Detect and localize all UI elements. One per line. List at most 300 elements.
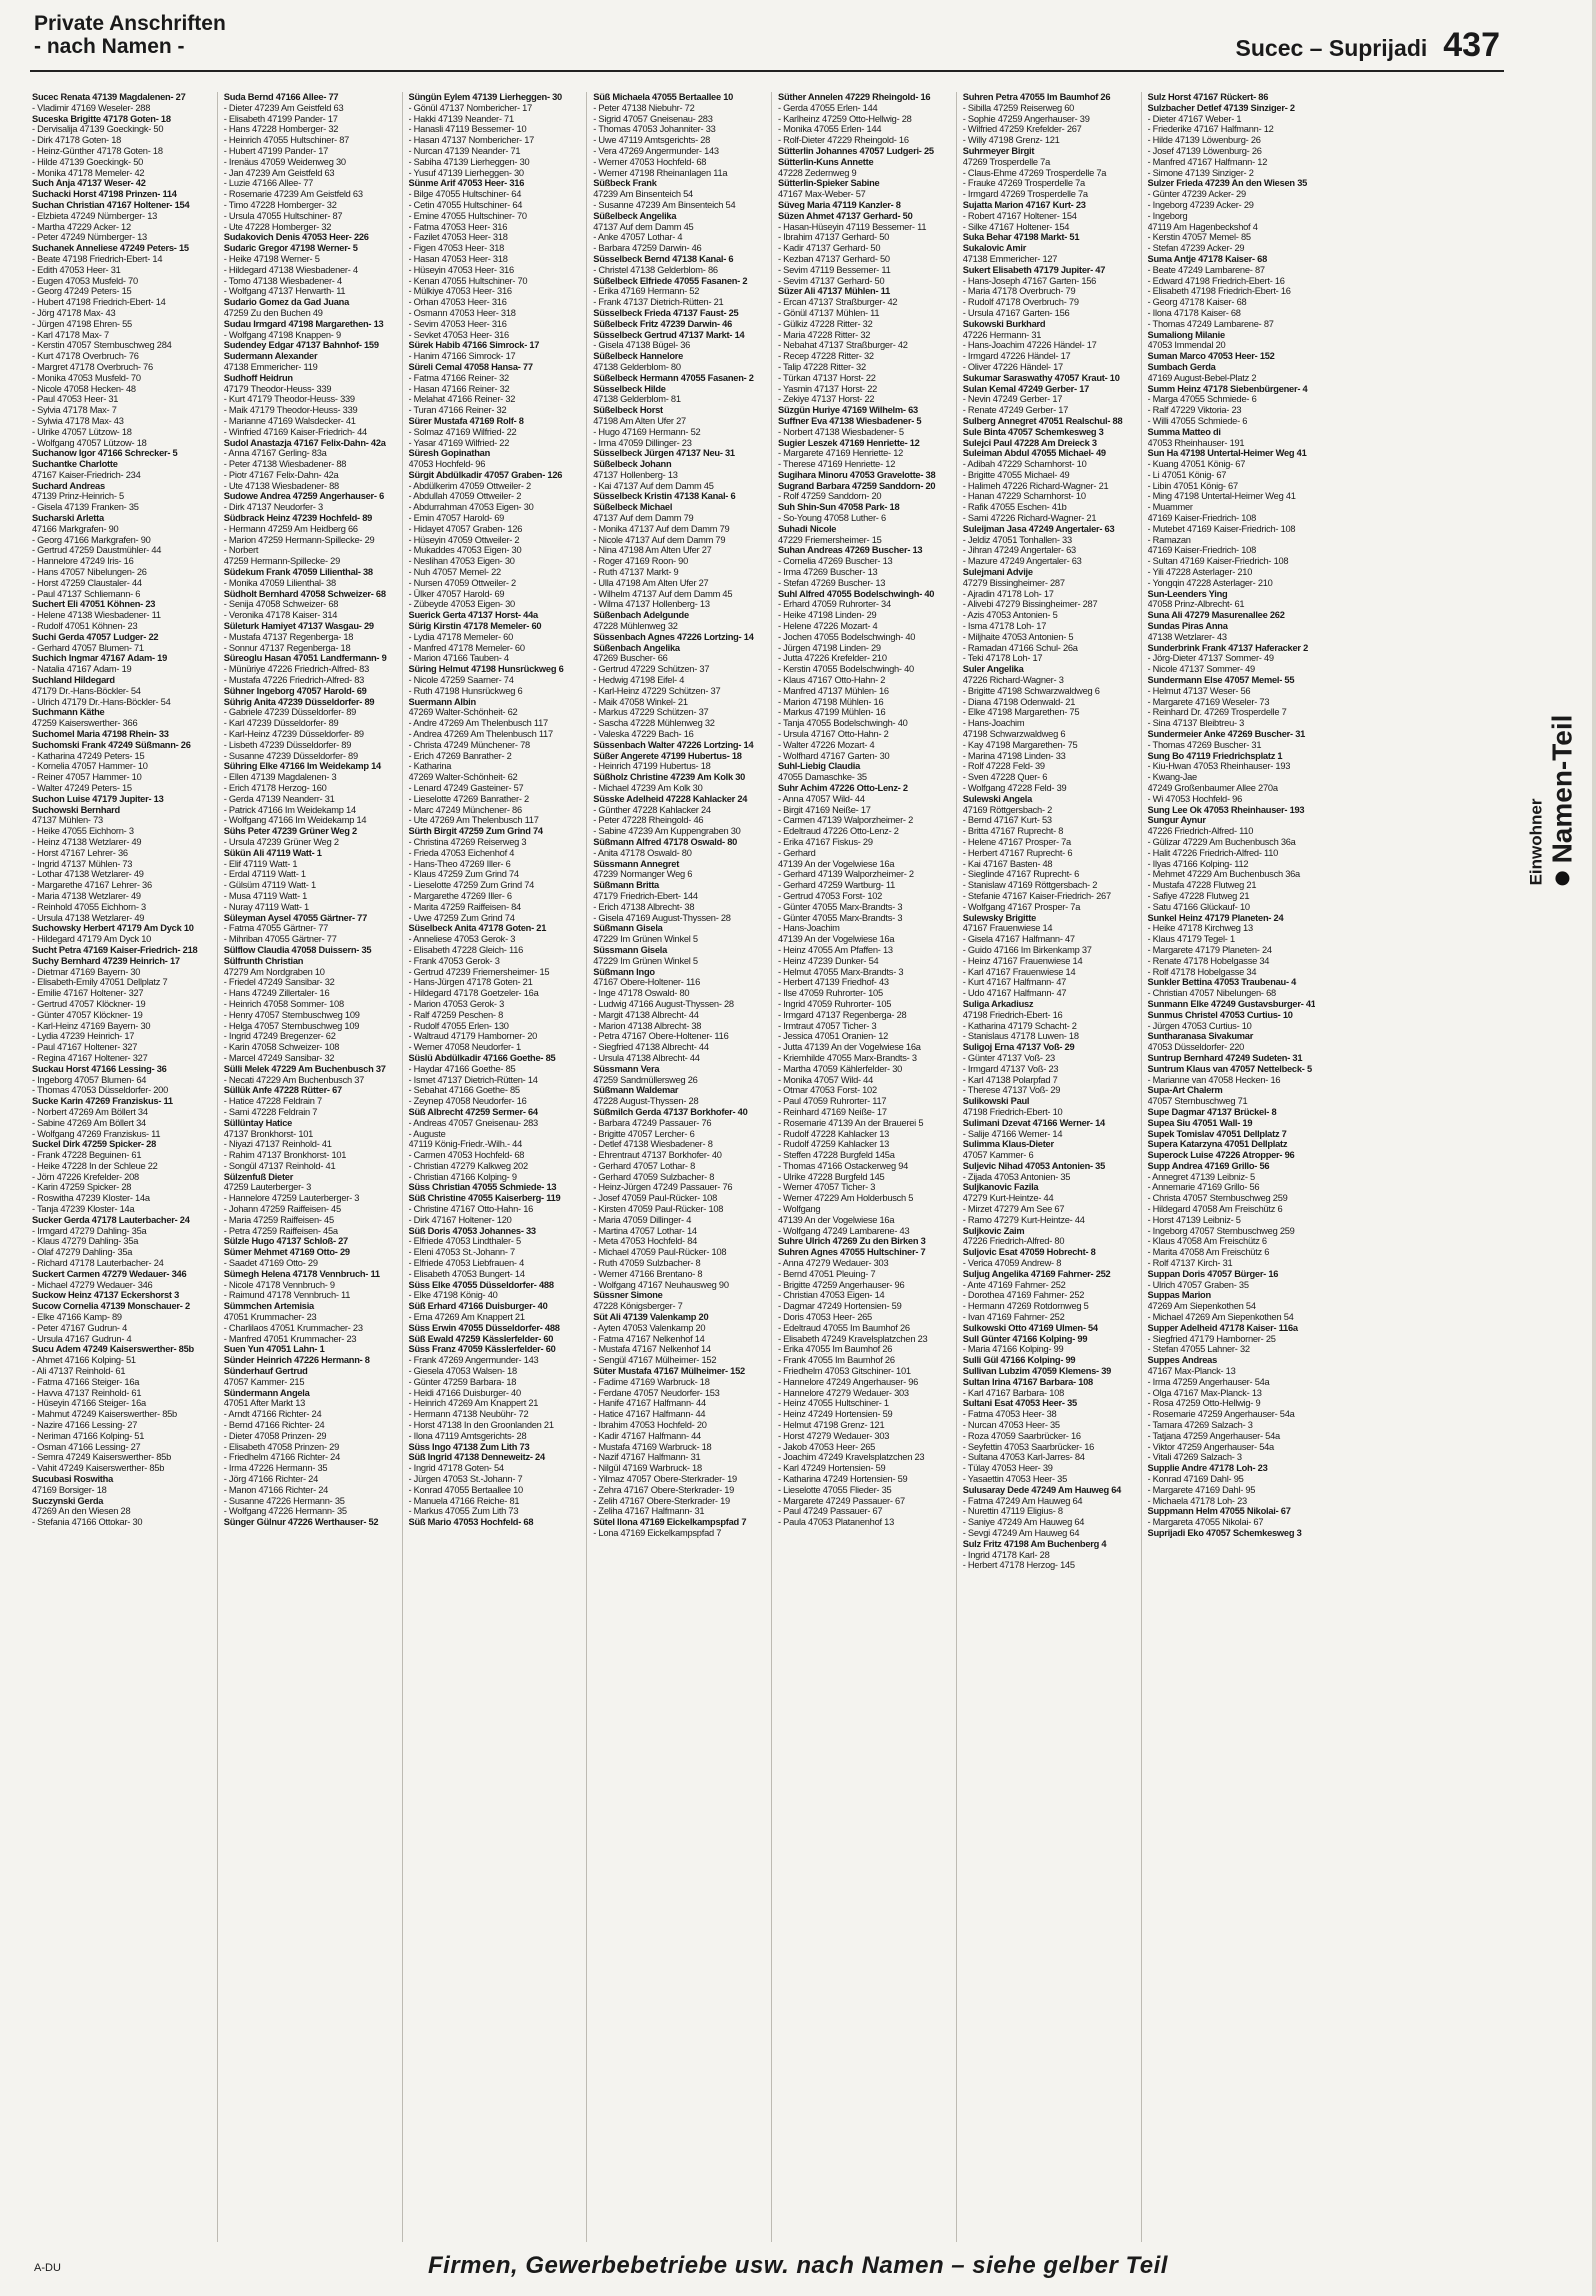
- listing-entry: - Paul 47249 Passauer- 67: [778, 1506, 883, 1517]
- listing-entry: - Walter 47249 Peters- 15: [32, 783, 132, 793]
- listing-entry: - Gertrud 47239 Friemersheimer- 15: [408, 966, 550, 977]
- listing-entry: - Hugo 47169 Hermann- 52: [593, 426, 701, 437]
- listing-entry: Sündermann Angela: [223, 1387, 310, 1398]
- listing-entry: 47137 Bronkhorst- 101: [223, 1128, 314, 1139]
- listing-entry: Süsselbeck Bernd 47138 Kanal- 6: [593, 253, 734, 264]
- listing-entry: - Auguste: [408, 1128, 446, 1139]
- listing-entry: - Ulrich 47057 Graben- 35: [1147, 1279, 1249, 1290]
- listing-entry: Sudau Irmgard 47198 Margarethen- 13: [223, 318, 384, 329]
- listing-entry: - Guido 47166 Im Birkenkamp 37: [962, 944, 1092, 955]
- listing-entry: Süllüntay Hatice: [223, 1117, 293, 1128]
- listing-entry: - Semra 47249 Kaiserswerther- 85b: [32, 1452, 172, 1463]
- listing-entry: Suhren Agnes 47055 Hultschiner- 7: [778, 1247, 926, 1258]
- listing-entry: - Songül 47137 Reinhold- 41: [223, 1160, 336, 1171]
- listing-entry: Supea Siu 47051 Wall- 19: [1147, 1117, 1253, 1128]
- listing-entry: Süssmann Annegret: [593, 858, 680, 869]
- listing-entry: - Heike 47198 Werner- 5: [223, 253, 320, 264]
- listing-entry: - Gerda 47139 Neanderr- 31: [223, 793, 335, 804]
- listing-entry: - Teki 47178 Loh- 17: [962, 653, 1043, 664]
- listing-entry: Süzer Ali 47137 Mühlen- 11: [778, 286, 890, 297]
- listing-entry: - Ali 47137 Reinhold- 61: [32, 1366, 126, 1377]
- listing-entry: 47228 Mühlenweg 32: [593, 621, 678, 632]
- listing-entry: - Mustafa 47226 Friedrich-Alfred- 83: [223, 675, 365, 686]
- listing-entry: Sull Günter 47166 Kolping- 99: [962, 1333, 1088, 1344]
- listing-entry: - Susanne 47239 Düsseldorfer- 89: [223, 750, 358, 761]
- listing-entry: Sürth Birgit 47259 Zum Grind 74: [408, 826, 543, 837]
- listing-entry: Suppes Andreas: [1147, 1355, 1218, 1366]
- listing-entry: - Irmgard 47226 Händel- 17: [962, 351, 1071, 362]
- listing-entry: - Paul 47059 Ruhrorter- 117: [778, 1096, 887, 1107]
- listing-entry: - Maria 47259 Raiffeisen- 45: [223, 1214, 334, 1225]
- listing-entry: Süssenbach Agnes 47226 Lortzing- 14: [593, 631, 754, 642]
- listing-entry: - Jan 47239 Am Geistfeld 63: [223, 167, 335, 178]
- listing-entry: - Steffen 47228 Burgfeld 145a: [778, 1150, 895, 1161]
- listing-entry: - Elisabeth 47198 Friedrich-Ebert- 16: [1147, 286, 1291, 297]
- listing-entry: - Lieselotte 47055 Flieder- 35: [778, 1484, 892, 1495]
- section-tab: [1522, 640, 1582, 960]
- listing-entry: - Sven 47228 Quer- 6: [962, 772, 1048, 783]
- listing-entry: - Kerstin 47057 Memel- 85: [1147, 232, 1251, 243]
- listing-entry: - Anke 47057 Lothar- 4: [593, 232, 683, 243]
- listing-entry: Suchanow Igor 47166 Schrecker- 5: [32, 448, 178, 459]
- listing-entry: - Fadime 47169 Warbruck- 18: [593, 1376, 710, 1387]
- listing-entry: - Anita 47178 Oswald- 80: [593, 847, 692, 858]
- listing-entry: - Paul 47137 Schliemann- 6: [32, 588, 141, 599]
- listing-entry: - Britta 47167 Ruprecht- 8: [962, 826, 1064, 837]
- listing-entry: - Paula 47053 Platanenhof 13: [778, 1517, 895, 1528]
- listing-entry: Suleijman Jasa 47249 Angertaler- 63: [962, 523, 1115, 534]
- listing-entry: Süßelbeck Michael: [593, 502, 673, 513]
- listing-entry: - Kadir 47137 Gerhard- 50: [778, 243, 881, 254]
- listing-column: [956, 92, 1131, 2242]
- listing-entry: 47269 Trosperdelle 7a: [962, 156, 1051, 167]
- listing-entry: Sühring Elke 47166 Im Weidekamp 14: [223, 761, 381, 772]
- listing-entry: - Maria 47059 Dillinger- 4: [593, 1214, 692, 1225]
- listing-entry: Sümegh Helena 47178 Vennbruch- 11: [223, 1268, 380, 1279]
- listing-entry: - Wolfgang 47228 Feld- 39: [962, 783, 1067, 793]
- listing-entry: - Gerhard 47259 Wartburg- 11: [778, 880, 896, 891]
- listing-entry: - Manon 47166 Richter- 24: [223, 1484, 329, 1495]
- listing-entry: - Irenäus 47059 Weidenweg 30: [223, 156, 346, 167]
- listing-entry: Sulejci Paul 47228 Am Dreieck 3: [962, 437, 1097, 448]
- listing-entry: - Frieda 47053 Eichenhof 4: [408, 847, 515, 858]
- listing-entry: - Miljhaite 47053 Antonien- 5: [962, 631, 1074, 642]
- listing-entry: 47269 Buscher- 66: [593, 653, 668, 664]
- listing-entry: - Karl 47249 Hortensien- 59: [778, 1463, 886, 1474]
- listing-entry: Suchanek Anneliese 47249 Peters- 15: [32, 243, 189, 254]
- listing-entry: 47169 Röttgersbach- 2: [962, 804, 1053, 815]
- listing-entry: - Dirk 47178 Goten- 18: [32, 135, 122, 146]
- listing-entry: 47167 Obere-Holtener- 116: [593, 977, 701, 988]
- listing-entry: - Christina 47269 Reiserweg 3: [408, 836, 527, 847]
- listing-entry: Sünme Arif 47053 Heer- 316: [408, 178, 525, 189]
- listing-entry: - Senija 47058 Schweizer- 68: [223, 599, 339, 610]
- listing-entry: 47279 Bissingheimer- 287: [962, 577, 1065, 588]
- listing-entry: - Hans-Joseph 47167 Garten- 156: [962, 275, 1097, 286]
- listing-entry: - Heinz-Jürgen 47249 Passauer- 76: [593, 1182, 733, 1193]
- listing-entry: - Therese 47169 Henriette- 12: [778, 459, 896, 470]
- listing-entry: Suntharanasa Sivakumar: [1147, 1031, 1254, 1042]
- listing-entry: - Charlilaos 47051 Krummacher- 23: [223, 1322, 363, 1333]
- listing-entry: - Hannelore 47279 Wedauer- 303: [778, 1387, 909, 1398]
- listing-entry: Süsske Adelheid 47228 Kahlacker 24: [593, 793, 748, 804]
- listing-entry: Süveg Maria 47119 Kanzler- 8: [778, 199, 901, 210]
- title-line-2: - nach Namen -: [34, 35, 185, 58]
- listing-entry: - Zelih 47167 Obere-Sterkrader- 19: [593, 1495, 730, 1506]
- listing-entry: - Erika 47055 Im Baumhof 26: [778, 1344, 893, 1355]
- listing-entry: Suckow Heinz 47137 Eckershorst 3: [32, 1290, 180, 1301]
- listing-entry: - Hasan 47137 Nombericher- 17: [408, 135, 535, 146]
- listing-entry: - Hasan 47166 Reiner- 32: [408, 383, 510, 394]
- listing-entry: - Thomas 47249 Lambarene- 87: [1147, 318, 1274, 329]
- listing-entry: - Kiu-Hwan 47053 Rheinhauser- 193: [1147, 761, 1291, 772]
- listing-entry: - Marion 47259 Hermann-Spillecke- 29: [223, 534, 375, 545]
- listing-entry: 47259 Zu den Buchen 49: [223, 307, 323, 318]
- section-tab-title: Namen-Teil: [1546, 714, 1578, 864]
- listing-entry: - Ursula 47055 Hultschiner- 87: [223, 210, 343, 221]
- listing-entry: - Ante 47169 Fahrner- 252: [962, 1279, 1066, 1290]
- listing-entry: - Gülsüm 47119 Watt- 1: [223, 880, 316, 891]
- listing-entry: - Kerstin 47057 Sternbuschweg 284: [32, 340, 172, 351]
- listing-entry: Sugihara Minoru 47053 Gravelotte- 38: [778, 469, 936, 480]
- listing-entry: Süßbeck Frank: [593, 178, 657, 189]
- listing-entry: - Wolfhard 47167 Garten- 30: [778, 750, 890, 761]
- listing-entry: - Karl 47167 Frauenwiese 14: [962, 966, 1076, 977]
- listing-entry: - Horst 47259 Claustaler- 44: [32, 577, 142, 588]
- listing-entry: - Fatma 47166 Steiger- 16a: [32, 1376, 140, 1387]
- listing-entry: - Gisela 47167 Halfmann- 47: [962, 934, 1075, 945]
- listing-entry: - Elke 47166 Kamp- 89: [32, 1312, 122, 1323]
- listing-entry: Suchert Eli 47051 Köhnen- 23: [32, 599, 156, 610]
- listing-entry: - Christa 47249 Münchener- 78: [408, 739, 530, 750]
- listing-entry: Süss Elke 47055 Düsseldorfer- 488: [408, 1279, 554, 1290]
- listing-entry: - Roswitha 47239 Kloster- 14a: [32, 1193, 150, 1204]
- listing-entry: - Karl 47178 Max- 7: [32, 329, 109, 340]
- listing-entry: Süring Helmut 47198 Hunsrückweg 6: [408, 664, 564, 675]
- listing-entry: - Elke 47198 Margarethen- 75: [962, 707, 1080, 718]
- listing-entry: 47229 Im Grünen Winkel 5: [593, 955, 698, 966]
- listing-entry: - Abdülkerim 47059 Ottweiler- 2: [408, 480, 531, 491]
- listing-entry: - Ursula 47138 Wetzlarer- 49: [32, 912, 145, 923]
- listing-entry: Süss Erwin 47055 Düsseldorfer- 488: [408, 1322, 560, 1333]
- listing-entry: - Nuray 47119 Watt- 1: [223, 901, 309, 912]
- listing-entry: - Wolfgang 47269 Franziskus- 11: [32, 1128, 161, 1139]
- listing-entry: 47166 Markgrafen- 90: [32, 523, 119, 534]
- listing-entry: - Michael 47279 Wedauer- 346: [32, 1279, 153, 1290]
- listing-entry: - Katharina 47179 Schacht- 2: [962, 1020, 1077, 1031]
- listing-entry: - Frauke 47269 Trosperdelle 7a: [962, 178, 1085, 189]
- listing-entry: - Wi 47053 Hochfeld- 96: [1147, 793, 1243, 804]
- listing-entry: Sucht Petra 47169 Kaiser-Friedrich- 218: [32, 944, 198, 955]
- listing-entry: - Karin 47259 Spicker- 28: [32, 1182, 132, 1193]
- listing-entry: - Hakki 47139 Neander- 71: [408, 113, 514, 124]
- listing-entry: - Norbert 47269 Am Böllert 34: [32, 1106, 148, 1117]
- listing-entry: - Nazif 47167 Halfmann- 31: [593, 1452, 701, 1463]
- listing-entry: - Christian 47279 Kalkweg 202: [408, 1160, 528, 1171]
- listing-entry: 47053 Düsseldorfer- 220: [1147, 1042, 1245, 1053]
- listing-entry: 47137 Mühlen- 73: [32, 815, 103, 826]
- listing-entry: - Klaus 47179 Tegel- 1: [1147, 934, 1235, 945]
- listing-entry: - Horst 47138 In den Groonlanden 21: [408, 1420, 554, 1431]
- listing-entry: - Verica 47059 Andrew- 8: [962, 1258, 1062, 1269]
- listing-entry: - Frank 47055 Im Baumhof 26: [778, 1355, 895, 1366]
- listing-entry: 47137 Auf dem Damm 45: [593, 221, 694, 232]
- listing-entry: - Gönül 47137 Mühlen- 11: [778, 307, 880, 318]
- listing-entry: - Fatma 47053 Heer- 316: [408, 221, 508, 232]
- listing-entry: - Nuh 47057 Memel- 22: [408, 567, 501, 578]
- listing-entry: - Kay 47198 Margarethen- 75: [962, 739, 1078, 750]
- listing-entry: Süßelbeck Fritz 47239 Darwin- 46: [593, 318, 732, 329]
- listing-entry: - Zeliha 47167 Halfmann- 31: [593, 1506, 705, 1517]
- listing-entry: - Renate 47249 Gerber- 17: [962, 405, 1069, 416]
- listing-entry: - Hans-Joachim: [962, 718, 1025, 729]
- listing-entry: - Marita 47058 Am Freischütz 6: [1147, 1247, 1270, 1258]
- listing-entry: - Erika 47167 Fiskus- 29: [778, 836, 873, 847]
- listing-entry: - Rolf-Dieter 47229 Rheingold- 16: [778, 135, 909, 146]
- listing-entry: - Erika 47169 Hermann- 52: [593, 286, 700, 297]
- listing-entry: - Ingeborg 47057 Sternbuschweg 259: [1147, 1225, 1295, 1236]
- listing-entry: - Kurt 47167 Halfmann- 47: [962, 977, 1067, 988]
- listing-entry: Sultan Irina 47167 Barbara- 108: [962, 1376, 1093, 1387]
- listing-entry: - Barbara 47249 Passauer- 76: [593, 1117, 712, 1128]
- listing-entry: - Michael 47269 Am Siepenkothen 54: [1147, 1312, 1294, 1323]
- listing-entry: - Norbert: [223, 545, 259, 556]
- listing-entry: - Brigitte 47198 Schwarzwaldweg 6: [962, 685, 1100, 696]
- listing-entry: - Tamara 47269 Salzach- 3: [1147, 1420, 1253, 1431]
- listing-entry: Sudakovich Denis 47053 Heer- 226: [223, 232, 369, 243]
- page-header-right: [1236, 26, 1500, 65]
- listing-entry: - Nicole 47259 Saarner- 74: [408, 675, 514, 686]
- listing-entry: - Yasar 47169 Wilfried- 22: [408, 437, 510, 448]
- listing-entry: - Mihriban 47055 Gärtner- 77: [223, 934, 337, 945]
- listing-entry: Sun Ha 47198 Untertal-Heimer Weg 41: [1147, 448, 1307, 459]
- listing-column: [586, 92, 761, 2242]
- listing-entry: Suleiman Abdul 47055 Michael- 49: [962, 448, 1106, 459]
- listing-entry: 47058 Prinz-Albrecht- 61: [1147, 599, 1245, 610]
- listing-entry: Süßenbach Angelika: [593, 642, 680, 653]
- listing-entry: Suntrup Bernhard 47249 Sudeten- 31: [1147, 1052, 1303, 1063]
- listing-entry: - Hans-Jürgen 47178 Goten- 21: [408, 977, 533, 988]
- listing-entry: - Nevin 47249 Gerber- 17: [962, 394, 1063, 405]
- listing-entry: - Gisela 47169 August-Thyssen- 28: [593, 912, 731, 923]
- listing-entry: Süßmann Britta: [593, 880, 659, 891]
- listing-entry: - Luzie 47166 Allee- 77: [223, 178, 314, 189]
- listing-entry: Süsselbeck Jürgen 47137 Neu- 31: [593, 448, 735, 459]
- listing-entry: - Frank 47053 Gerok- 3: [408, 955, 500, 966]
- listing-entry: Süssmann Vera: [593, 1063, 660, 1074]
- listing-entry: - Kai 47137 Auf dem Damm 45: [593, 480, 714, 491]
- listing-entry: - Solmaz 47169 Wilfried- 22: [408, 426, 517, 437]
- listing-entry: - Joachim 47249 Kravelsplatzchen 23: [778, 1452, 925, 1463]
- footer-code: A-DU: [34, 2262, 61, 2274]
- listing-entry: - Brigitte 47259 Angerhauser- 96: [778, 1279, 905, 1290]
- listing-entry: - Helene 47138 Wiesbadener- 11: [32, 610, 161, 621]
- listing-entry: - Erdal 47119 Watt- 1: [223, 869, 306, 880]
- listing-entry: - Rolf 47228 Feld- 39: [962, 761, 1045, 772]
- listing-entry: - Karl 47167 Barbara- 108: [962, 1387, 1064, 1398]
- listing-entry: - Sebahat 47166 Goethe- 85: [408, 1085, 520, 1096]
- listing-entry: Suhl Alfred 47055 Bodelschwingh- 40: [778, 588, 935, 599]
- listing-entry: - Hildegard 47178 Goetzeler- 16a: [408, 988, 539, 999]
- listing-entry: Suermann Albin: [408, 696, 476, 707]
- title-line-1: Private Anschriften: [34, 12, 226, 35]
- listing-entry: - Kwang-Jae: [1147, 772, 1197, 783]
- listing-entry: - Hanasli 47119 Bessemer- 10: [408, 124, 527, 135]
- listing-entry: - Klaus 47167 Otto-Hahn- 2: [778, 675, 886, 686]
- listing-entry: 47226 Friedrich-Alfred- 80: [962, 1236, 1065, 1247]
- listing-entry: - Heinz 47055 Hultschiner- 1: [778, 1398, 889, 1409]
- listing-entry: Sucec Renata 47139 Magdalenen- 27: [32, 92, 186, 102]
- listing-entry: Süß Michaela 47055 Bertaallee 10: [593, 92, 734, 102]
- listing-entry: - Elisabeth 47249 Kravelsplatzchen 23: [778, 1333, 928, 1344]
- listing-entry: - Thomas 47053 Johanniter- 33: [593, 124, 716, 135]
- listing-entry: Suchowski Bernhard: [32, 804, 120, 815]
- listing-entry: Suchon Luise 47179 Jupiter- 13: [32, 793, 164, 804]
- listing-entry: - Nina 47198 Am Alten Ufer 27: [593, 545, 712, 556]
- listing-entry: - Heinz 47249 Hortensien- 59: [778, 1409, 893, 1420]
- listing-entry: - Hüseyin 47166 Steiger- 16a: [32, 1398, 146, 1409]
- listing-entry: Suliga Arkadiusz: [962, 998, 1034, 1009]
- listing-entry: Supera Katarzyna 47051 Dellplatz: [1147, 1139, 1288, 1150]
- listing-entry: - Manfred 47137 Mühlen- 16: [778, 685, 889, 696]
- listing-entry: - Kriemhilde 47055 Marx-Brandts- 3: [778, 1052, 917, 1063]
- listing-entry: - Cornelia 47269 Buscher- 13: [778, 556, 893, 567]
- listing-entry: - Nicole 47178 Vennbruch- 9: [223, 1279, 335, 1290]
- listing-entry: - Fatma 47249 Am Hauweg 64: [962, 1495, 1083, 1506]
- listing-entry: - Henry 47057 Sternbuschweg 109: [223, 1009, 360, 1020]
- listing-entry: Sürer Mustafa 47169 Rolf- 8: [408, 415, 524, 426]
- listing-entry: - Emine 47055 Hultschiner- 70: [408, 210, 527, 221]
- listing-entry: - Jutta 47226 Krefelder- 210: [778, 653, 887, 664]
- listing-entry: - Zehra 47167 Obere-Sterkrader- 19: [593, 1484, 735, 1495]
- listing-entry: 47137 Auf dem Damm 79: [593, 513, 694, 524]
- listing-entry: - Ingrid 47059 Ruhrorter- 105: [778, 998, 892, 1009]
- listing-entry: - Havva 47137 Reinhold- 61: [32, 1387, 142, 1398]
- listing-entry: - Margarethe 47167 Lehrer- 36: [32, 880, 152, 891]
- listing-entry: - Klaus 47259 Zum Grind 74: [408, 869, 519, 880]
- listing-entry: - Rafik 47055 Eschen- 41b: [962, 502, 1067, 513]
- listing-entry: - Barbara 47259 Darwin- 46: [593, 243, 702, 254]
- listing-entry: - Rudolf 47051 Köhnen- 23: [32, 621, 138, 632]
- listing-entry: - Halit 47226 Friedrich-Alfred- 110: [1147, 847, 1279, 858]
- listing-entry: - Monika 47137 Auf dem Damm 79: [593, 523, 730, 534]
- listing-entry: Supe Dagmar 47137 Brückel- 8: [1147, 1106, 1277, 1117]
- listing-entry: Süßmilch Gerda 47137 Borkhofer- 40: [593, 1106, 748, 1117]
- listing-entry: - Melahat 47166 Reiner- 32: [408, 394, 516, 405]
- listing-entry: - Dagmar 47249 Hortensien- 59: [778, 1301, 902, 1312]
- listing-entry: - Irma 47269 Buscher- 13: [778, 567, 878, 578]
- listing-entry: - Gabriele 47239 Düsseldorfer- 89: [223, 707, 357, 718]
- listing-entry: - Kurt 47179 Theodor-Heuss- 339: [223, 394, 355, 405]
- listing-entry: - Necati 47229 Am Buchenbusch 37: [223, 1074, 365, 1085]
- listing-entry: - Veronika 47178 Kaiser- 314: [223, 610, 338, 621]
- listing-entry: - Günter 47055 Marx-Brandts- 3: [778, 901, 903, 912]
- listing-entry: - Udo 47167 Halfmann- 47: [962, 988, 1067, 999]
- listing-entry: - Mehmet 47229 Am Buchenbusch 36a: [1147, 869, 1300, 880]
- listing-entry: Sundermeier Anke 47269 Buscher- 31: [1147, 729, 1306, 740]
- listing-entry: Süssmann Gisela: [593, 944, 668, 955]
- section-tab-small: Einwohner: [1526, 798, 1546, 886]
- listing-entry: - Nicole 47058 Hecken- 48: [32, 383, 136, 394]
- listing-entry: - Manuela 47166 Reiche- 81: [408, 1495, 520, 1506]
- listing-entry: - Ingrid 47178 Karl- 28: [962, 1549, 1050, 1560]
- listing-entry: - Heinrich 47199 Hubertus- 18: [593, 761, 711, 772]
- listing-entry: - Monika 47178 Memeler- 42: [32, 167, 145, 178]
- listing-entry: - Frank 47137 Dietrich-Rütten- 21: [593, 297, 724, 308]
- listing-entry: - Jürgen 47198 Ehren- 55: [32, 318, 132, 329]
- listing-entry: - Emin 47057 Harold- 69: [408, 513, 505, 524]
- listing-entry: - Erich 47138 Albrecht- 38: [593, 901, 695, 912]
- listing-entry: 47179 Theodor-Heuss- 339: [223, 383, 332, 394]
- listing-entry: Suljovic Esat 47059 Hobrecht- 8: [962, 1247, 1096, 1258]
- listing-entry: - Elke 47198 König- 40: [408, 1290, 498, 1301]
- listing-entry: 47167 Kaiser-Friedrich- 234: [32, 469, 141, 480]
- listing-entry: - Werner 47058 Neudorfer- 1: [408, 1042, 521, 1053]
- listing-entry: - Karl 47239 Düsseldorfer- 89: [223, 718, 339, 729]
- listing-entry: - Sina 47137 Bleibtreu- 3: [1147, 718, 1245, 729]
- listing-entry: Sudario Gomez da Gad Juana: [223, 297, 349, 308]
- listing-entry: Süßer Angerete 47199 Hubertus- 18: [593, 750, 742, 761]
- listing-entry: Suhadi Nicole: [778, 523, 837, 534]
- listing-entry: - Birgit 47169 Neiße- 17: [778, 804, 871, 815]
- listing-entry: Sulimma Klaus-Dieter: [962, 1139, 1054, 1150]
- listing-entry: - Sabine 47269 Am Böllert 34: [32, 1117, 146, 1128]
- listing-entry: - Dieter 47239 Am Geistfeld 63: [223, 102, 344, 113]
- listing-entry: - Wolfgang 47249 Lambarene- 43: [778, 1225, 910, 1236]
- listing-entry: - Dorothea 47169 Fahrner- 252: [962, 1290, 1085, 1301]
- listing-entry: - Ute 47269 Am Thelenbusch 117: [408, 815, 539, 826]
- listing-entry: - Dieter 47058 Prinzen- 29: [223, 1430, 327, 1441]
- listing-entry: Supek Tomislav 47051 Dellplatz 7: [1147, 1128, 1287, 1139]
- listing-entry: - Kuang 47051 König- 67: [1147, 459, 1246, 470]
- listing-entry: - Friedel 47249 Sansibar- 32: [223, 977, 335, 988]
- listing-entry: - Tanja 47055 Bodelschwingh- 40: [778, 718, 908, 729]
- listing-entry: Süßelbeck Elfriede 47055 Fasanen- 2: [593, 275, 748, 286]
- page-number: 437: [1443, 26, 1500, 64]
- listing-entry: - Margarete 47169 Dahl- 95: [1147, 1484, 1256, 1495]
- listing-entry: - Tülay 47053 Heer- 39: [962, 1463, 1053, 1474]
- listing-entry: Suljevic Nihad 47053 Antonien- 35: [962, 1160, 1106, 1171]
- listing-entry: - Sevket 47053 Heer- 316: [408, 329, 509, 340]
- listing-entry: - Gertrud 47259 Daustmühler- 44: [32, 545, 162, 556]
- listing-entry: Sujatta Marion 47167 Kurt- 23: [962, 199, 1086, 210]
- listing-entry: 47229 Im Grünen Winkel 5: [593, 934, 698, 945]
- listing-entry: - Rolf 47259 Sanddorn- 20: [778, 491, 882, 502]
- listing-entry: Süßmann Gisela: [593, 923, 663, 934]
- listing-entry: - Hermann 47259 Am Heidberg 66: [223, 523, 358, 534]
- listing-entry: 47179 Friedrich-Ebert- 144: [593, 890, 698, 901]
- listing-entry: 47269 An den Wiesen 28: [32, 1506, 131, 1517]
- listing-entry: - Maria 47138 Wetzlarer- 49: [32, 890, 141, 901]
- listing-entry: - Cetin 47055 Hultschiner- 64: [408, 199, 523, 210]
- listing-entry: Suma Antje 47178 Kaiser- 68: [1147, 253, 1268, 264]
- listing-entry: - Helmut 47198 Grenz- 121: [778, 1420, 885, 1431]
- listing-entry: - Hüseyin 47053 Heer- 316: [408, 264, 514, 275]
- listing-entry: - Gerhard: [778, 847, 816, 858]
- listing-entry: - Siegfried 47179 Hamborner- 25: [1147, 1333, 1276, 1344]
- listing-entry: Sucubasi Roswitha: [32, 1474, 113, 1484]
- listing-entry: Suchland Hildegard: [32, 675, 115, 686]
- listing-entry: - Horst 47139 Leibniz- 5: [1147, 1214, 1241, 1225]
- listing-entry: Suljkanovic Fazila: [962, 1182, 1039, 1193]
- listing-entry: - Peter 47167 Gudrun- 4: [32, 1322, 128, 1333]
- listing-entry: - Frank 47269 Angermunder- 143: [408, 1355, 539, 1366]
- listing-entry: - Hanim 47166 Simrock- 17: [408, 351, 516, 362]
- listing-entry: - Reinhard Dr. 47269 Trosperdelle 7: [1147, 707, 1287, 718]
- listing-entry: Sütel Ilona 47169 Eickelkampspfad 7: [593, 1517, 747, 1528]
- listing-entry: - Uwe 47119 Amtsgerichts- 28: [593, 135, 711, 146]
- listing-entry: - Irma 47259 Angerhauser- 54a: [1147, 1376, 1270, 1387]
